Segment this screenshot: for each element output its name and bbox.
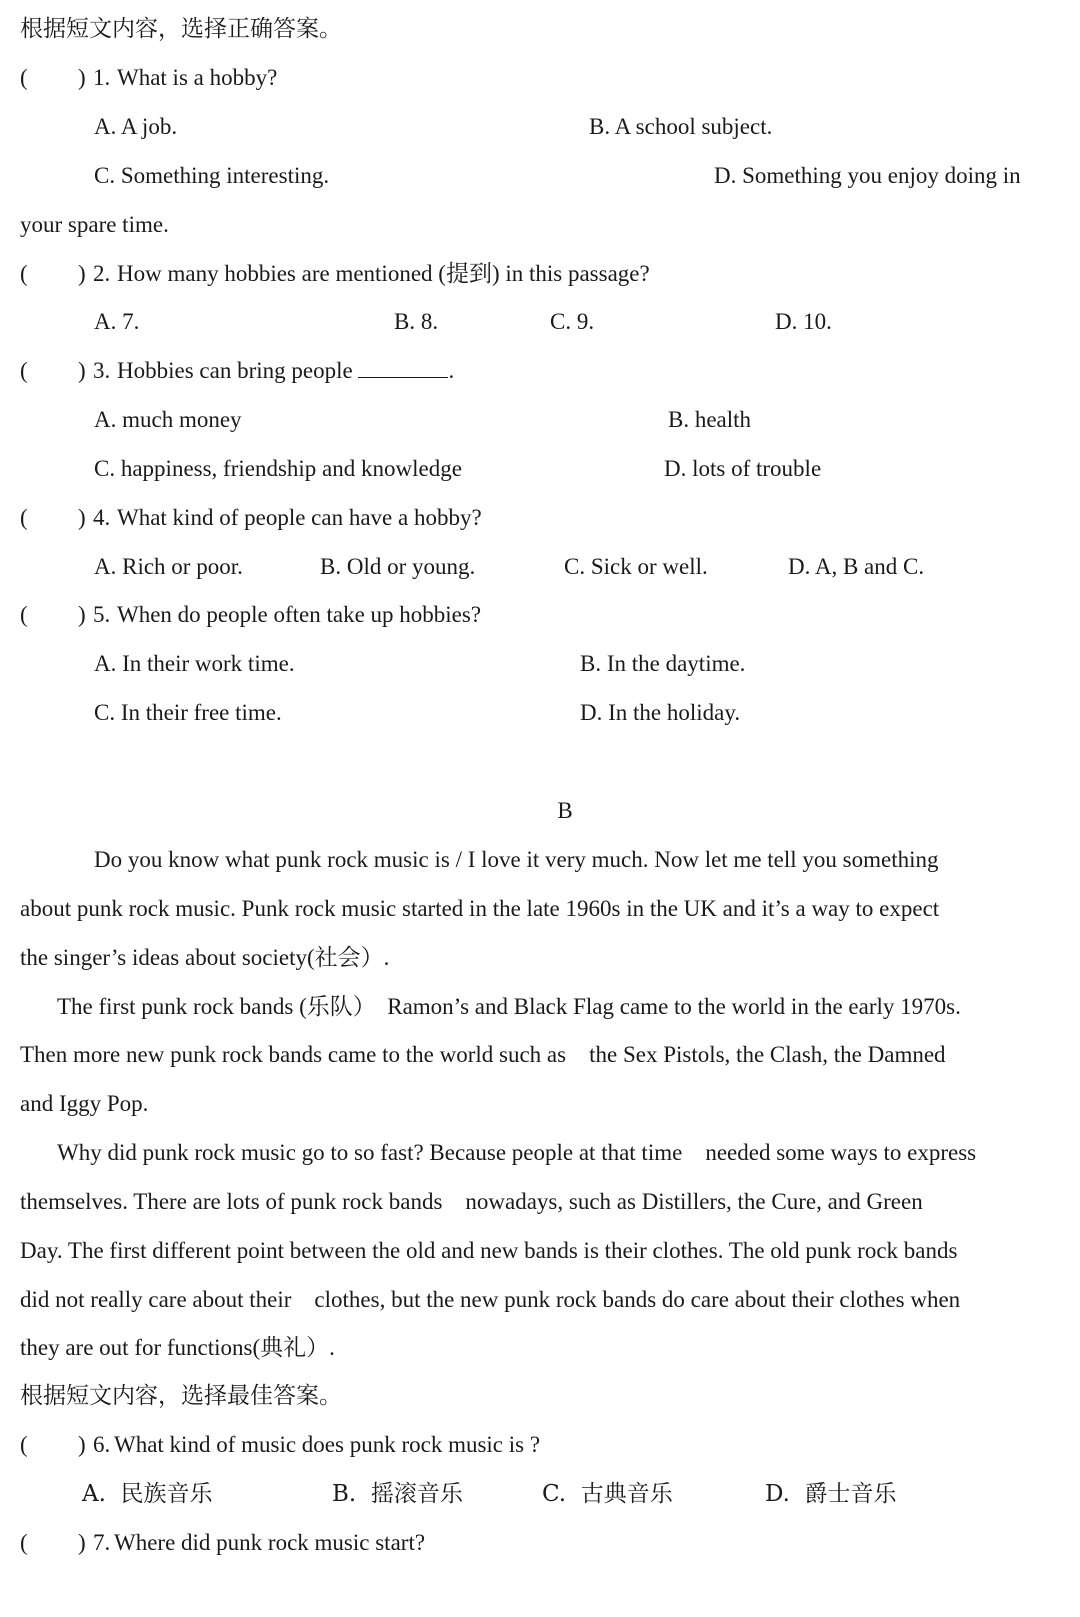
question-text-before: Hobbies can bring people <box>117 358 353 383</box>
question-number: 4. <box>93 505 111 530</box>
answer-paren-close: ) <box>78 1530 86 1555</box>
question-1 <box>0 58 1080 98</box>
option-row <box>0 302 1080 342</box>
question-number: 6. <box>93 1432 111 1457</box>
option-c: C. happiness, friendship and knowledge <box>94 456 462 481</box>
answer-paren-open: ( <box>20 1432 28 1457</box>
answer-blank <box>358 355 448 378</box>
question-4 <box>0 498 1080 538</box>
option-b: B. Old or young. <box>320 554 476 579</box>
passage-text: the singer’s ideas about society(社会）. <box>20 945 390 970</box>
option-d: D. Something you enjoy doing in <box>714 163 1021 188</box>
option-row <box>0 547 1080 587</box>
option-row <box>0 693 1080 733</box>
answer-paren-close: ) <box>78 65 86 90</box>
passage-line <box>0 1182 1080 1222</box>
passage-line <box>0 987 1080 1027</box>
instruction-line <box>0 1376 1080 1416</box>
section-heading: B <box>557 798 573 823</box>
option-d: D. 10. <box>775 309 832 334</box>
question-number: 3. <box>93 358 111 383</box>
option-a: A. In their work time. <box>94 651 295 676</box>
option-a: A. much money <box>94 407 242 432</box>
passage-text: The first punk rock bands (乐队） Ramon’s and Black Flag came to the world in the early 1970s. <box>57 994 961 1019</box>
question-number: 1. <box>93 65 111 90</box>
option-d: D. In the holiday. <box>580 700 741 725</box>
option-row <box>0 107 1080 147</box>
question-3 <box>0 351 1080 391</box>
passage-text: Why did punk rock music go to so fast? Because people at that time needed some ways to express <box>57 1140 977 1165</box>
option-d-continued: your spare time. <box>20 212 169 237</box>
answer-paren-open: ( <box>20 505 28 530</box>
passage-text: and Iggy Pop. <box>20 1091 149 1116</box>
option-a: A. Rich or poor. <box>94 554 243 579</box>
option-c: C. 9. <box>550 309 595 334</box>
option-row <box>0 400 1080 440</box>
option-b: B. 8. <box>394 309 439 334</box>
passage-line <box>0 1035 1080 1075</box>
passage-text: Day. The first different point between the old and new bands is their clothes. The old punk rock bands <box>20 1238 958 1263</box>
question-5 <box>0 595 1080 635</box>
question-number: 2. <box>93 261 111 286</box>
option-b: B. In the daytime. <box>580 651 746 676</box>
passage-line <box>0 840 1080 880</box>
passage-line <box>0 1231 1080 1271</box>
question-2 <box>0 254 1080 294</box>
option-row <box>0 449 1080 489</box>
option-d: D. A, B and C. <box>788 554 925 579</box>
instruction-b: 根据短文内容，选择最佳答案。 <box>20 1383 342 1409</box>
answer-paren-open: ( <box>20 65 28 90</box>
instruction-a: 根据短文内容，选择正确答案。 <box>20 16 342 42</box>
passage-text: about punk rock music. Punk rock music started in the late 1960s in the UK and it’s a way to expect <box>20 896 940 921</box>
answer-paren-close: ) <box>78 261 86 286</box>
answer-paren-close: ) <box>78 358 86 383</box>
option-a: A. A job. <box>94 114 178 139</box>
answer-paren-close: ) <box>78 602 86 627</box>
answer-paren-open: ( <box>20 602 28 627</box>
question-7 <box>0 1523 1080 1563</box>
answer-paren-close: ) <box>78 1432 86 1457</box>
question-number: 5. <box>93 602 111 627</box>
passage-text: themselves. There are lots of punk rock bands nowadays, such as Distillers, the Cure, and Green <box>20 1189 923 1214</box>
option-c: C. In their free time. <box>94 700 282 725</box>
option-c: C. Something interesting. <box>94 163 330 188</box>
question-6 <box>0 1425 1080 1465</box>
option-d: D. 爵士音乐 <box>765 1481 897 1507</box>
option-d: D. lots of trouble <box>664 456 822 481</box>
answer-paren-close: ) <box>78 505 86 530</box>
passage-line <box>0 889 1080 929</box>
option-row <box>0 156 1080 196</box>
question-text: How many hobbies are mentioned (提到) in this passage? <box>117 261 650 286</box>
question-text: When do people often take up hobbies? <box>117 602 482 627</box>
option-row <box>0 205 1080 245</box>
passage-text: Then more new punk rock bands came to the world such as the Sex Pistols, the Clash, the Damned <box>20 1042 946 1067</box>
option-a: A. 7. <box>94 309 140 334</box>
option-row <box>0 644 1080 684</box>
option-c: C. 古典音乐 <box>542 1481 673 1507</box>
question-number: 7. <box>93 1530 111 1555</box>
passage-line <box>0 1133 1080 1173</box>
passage-line <box>0 1280 1080 1320</box>
passage-text: they are out for functions(典礼）. <box>20 1335 335 1360</box>
question-text: Where did punk rock music start? <box>114 1530 426 1555</box>
option-b: B. health <box>668 407 752 432</box>
option-b: B. A school subject. <box>589 114 773 139</box>
option-c: C. Sick or well. <box>564 554 708 579</box>
question-text: What kind of people can have a hobby? <box>117 505 482 530</box>
passage-text: Do you know what punk rock music is / I love it very much. Now let me tell you something <box>94 847 939 872</box>
question-text: What kind of music does punk rock music is ? <box>114 1432 541 1457</box>
option-b: B. 摇滚音乐 <box>332 1481 463 1507</box>
question-text: What is a hobby? <box>117 65 278 90</box>
instruction-line <box>0 9 1080 49</box>
answer-paren-open: ( <box>20 1530 28 1555</box>
option-row <box>0 1474 1080 1514</box>
option-a: A. 民族音乐 <box>82 1481 213 1507</box>
passage-line <box>0 1328 1080 1368</box>
question-text-after: . <box>448 358 455 383</box>
passage-line <box>0 1084 1080 1124</box>
section-b-heading-line <box>0 791 1080 831</box>
passage-line <box>0 938 1080 978</box>
answer-paren-open: ( <box>20 261 28 286</box>
passage-text: did not really care about their clothes, but the new punk rock bands do care about their clothes when <box>20 1287 961 1312</box>
question-text <box>117 351 454 391</box>
answer-paren-open: ( <box>20 358 28 383</box>
